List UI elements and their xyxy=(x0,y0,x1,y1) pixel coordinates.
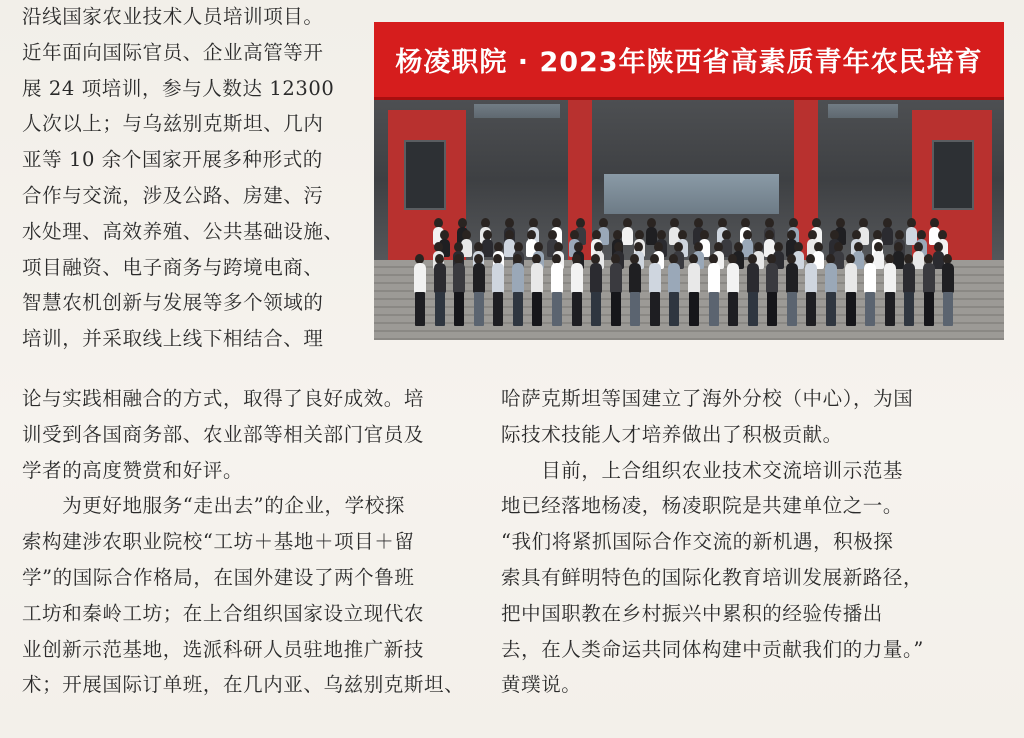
text-line: 展 24 项培训，参与人数达 12300 xyxy=(22,76,335,100)
text-line: 工坊和秦岭工坊；在上合组织国家设立现代农 xyxy=(22,601,425,625)
text-line: 业创新示范基地，选派科研人员驻地推广新技 xyxy=(22,637,425,661)
article-column-left-bottom xyxy=(22,381,464,703)
text-line: 近年面向国际官员、企业高管等开 xyxy=(22,40,324,64)
text-line: 项目融资、电子商务与跨境电商、 xyxy=(22,255,324,279)
text-line: 术；开展国际订单班，在几内亚、乌兹别克斯坦、 xyxy=(22,673,465,697)
article-column-left-top xyxy=(22,0,344,357)
article-column-right xyxy=(501,381,924,703)
photo-crowd xyxy=(414,210,974,328)
text-line: 把中国职教在乡村振兴中累积的经验传播出 xyxy=(501,601,883,625)
photo-banner xyxy=(374,22,1004,100)
text-line: “我们将紧抓国际合作交流的新机遇，积极探 xyxy=(501,530,894,554)
text-line: 亚等 10 余个国家开展多种形式的 xyxy=(22,148,323,172)
text-line: 目前，上合组织农业技术交流培训示范基 xyxy=(501,458,904,482)
text-line: 沿线国家农业技术人员培训项目。 xyxy=(22,5,324,28)
text-line: 索构建涉农职业院校“工坊＋基地＋项目＋留 xyxy=(22,530,415,554)
text-line: 为更好地服务“走出去”的企业，学校探 xyxy=(22,494,405,518)
text-line: 合作与交流，涉及公路、房建、污 xyxy=(22,183,324,207)
text-line: 培训，并采取线上线下相结合、理 xyxy=(22,327,324,351)
text-line: 智慧农机创新与发展等多个领域的 xyxy=(22,291,324,315)
text-line: 去，在人类命运共同体构建中贡献我们的力量。” xyxy=(501,637,924,661)
text-line: 学者的高度赞赏和好评。 xyxy=(22,458,244,482)
text-line: 地已经落地杨凌，杨凌职院是共建单位之一。 xyxy=(501,494,904,518)
group-photo xyxy=(374,22,1004,340)
text-line: 索具有鲜明特色的国际化教育培训发展新路径， xyxy=(501,565,924,589)
text-line: 训受到各国商务部、农业部等相关部门官员及 xyxy=(22,422,425,446)
text-line: 黄璞说。 xyxy=(501,673,582,697)
text-line: 论与实践相融合的方式，取得了良好成效。培 xyxy=(22,387,425,410)
text-line: 际技术技能人才培养做出了积极贡献。 xyxy=(501,422,843,446)
banner-title: 杨凌职院 · 2023年陕西省高素质青年农民培育 xyxy=(395,47,983,78)
text-line: 水处理、高效养殖、公共基础设施、 xyxy=(22,219,344,243)
text-line: 哈萨克斯坦等国建立了海外分校（中心），为国 xyxy=(501,387,914,410)
text-line: 学”的国际合作格局，在国外建设了两个鲁班 xyxy=(22,565,415,589)
text-line: 人次以上；与乌兹别克斯坦、几内 xyxy=(22,112,324,136)
